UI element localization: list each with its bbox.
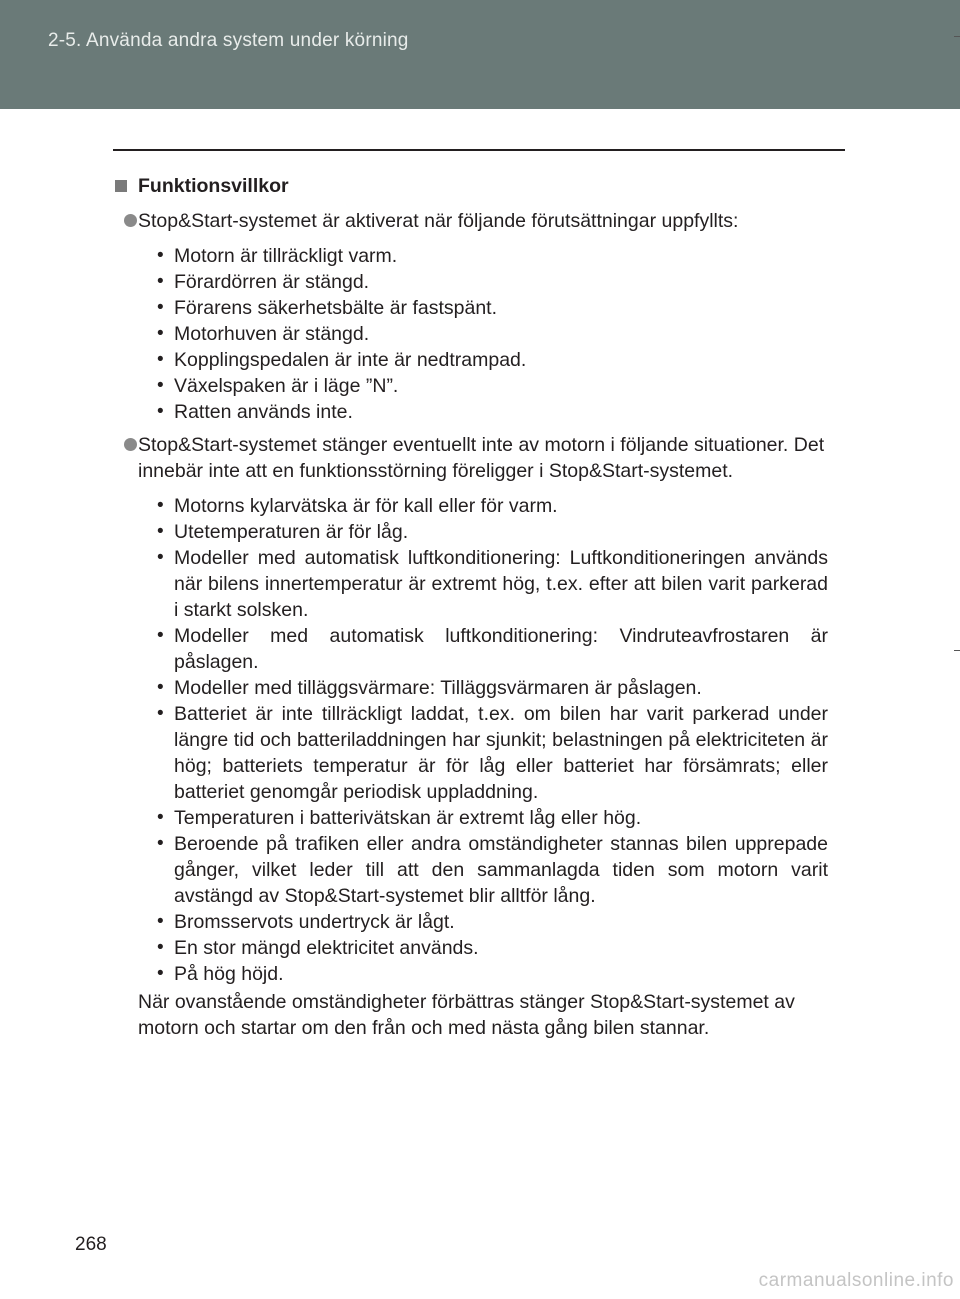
- list-item: [113, 347, 828, 373]
- condition-block: [113, 208, 828, 425]
- condition-items: [113, 208, 828, 987]
- circle-bullet-icon: [124, 214, 137, 227]
- list-item-text: Motorn är tillräckligt varm.: [174, 245, 398, 267]
- list-item: [113, 805, 828, 831]
- chapter-header-band: [0, 0, 960, 109]
- circle-bullet-text: Stop&Start-systemet stänger eventuellt inte av motorn i följande situationer. Det innebär inte att en funktionsstörning föreligger i Stop&Start-systemet.: [138, 434, 825, 482]
- header-divider: [113, 149, 845, 151]
- list-item-text: Bromsservots undertryck är lågt.: [174, 911, 455, 933]
- list-item: [113, 269, 828, 295]
- list-item: [113, 295, 828, 321]
- list-item: [113, 701, 828, 805]
- list-item-text: Batteriet är inte tillräckligt laddat, t.ex. om bilen har varit parkerad under längre tid och batteriladdningen har sjunkit; belastningen på elektriciteten är hög; batteriets temperatur är för låg eller batteriet har försämrats; eller batteriet genomgår periodisk uppladdning.: [174, 703, 828, 803]
- bullet-dot-icon: •: [157, 963, 164, 984]
- list-item-text: Växelspaken är i läge ”N”.: [174, 375, 399, 397]
- bullet-list: [113, 243, 828, 425]
- list-item-text: Förardörren är stängd.: [174, 271, 370, 293]
- page-number: 268: [75, 1234, 107, 1255]
- list-item-text: Modeller med automatisk luftkonditionering: Vindruteavfrostaren är påslagen.: [174, 625, 828, 673]
- list-item: [113, 935, 828, 961]
- list-item-text: Modeller med tilläggsvärmare: Tilläggsvärmaren är påslagen.: [174, 677, 702, 699]
- bullet-dot-icon: •: [157, 323, 164, 344]
- bullet-dot-icon: •: [157, 547, 164, 568]
- list-item: [113, 493, 828, 519]
- list-item-text: Förarens säkerhetsbälte är fastspänt.: [174, 297, 497, 319]
- list-item-text: På hög höjd.: [174, 963, 284, 985]
- list-item-text: Kopplingspedalen är inte är nedtrampad.: [174, 349, 527, 371]
- circle-bullet-item: [113, 432, 828, 484]
- list-item-text: Modeller med automatisk luftkonditionering: Luftkonditioneringen används när bilens innertemperatur är extremt hög, t.ex. efter att bilen varit parkerad i starkt solsken.: [174, 547, 828, 621]
- bullet-dot-icon: •: [157, 349, 164, 370]
- list-item: [113, 519, 828, 545]
- bullet-dot-icon: •: [157, 271, 164, 292]
- bullet-dot-icon: •: [157, 521, 164, 542]
- list-item-text: Motorhuven är stängd.: [174, 323, 370, 345]
- heading-text: Funktionsvillkor: [138, 175, 289, 197]
- list-item: [113, 831, 828, 909]
- crop-mark-middle: [954, 650, 960, 651]
- bullet-dot-icon: •: [157, 937, 164, 958]
- bullet-dot-icon: •: [157, 245, 164, 266]
- bullet-dot-icon: •: [157, 833, 164, 854]
- bullet-dot-icon: •: [157, 401, 164, 422]
- list-item: [113, 909, 828, 935]
- bullet-dot-icon: •: [157, 625, 164, 646]
- bullet-list: [113, 493, 828, 987]
- bullet-dot-icon: •: [157, 375, 164, 396]
- list-item: [113, 961, 828, 987]
- circle-bullet-item: [113, 208, 828, 234]
- list-item: [113, 373, 828, 399]
- crop-mark-top: [954, 36, 960, 37]
- square-bullet-icon: [115, 180, 127, 192]
- bullet-dot-icon: •: [157, 677, 164, 698]
- circle-bullet-text: Stop&Start-systemet är aktiverat när följande förutsättningar uppfyllts:: [138, 210, 739, 232]
- bullet-dot-icon: •: [157, 495, 164, 516]
- list-item-text: Beroende på trafiken eller andra omständigheter stannas bilen upprepade gånger, vilket leder till att den sammanlagda tiden som motorn varit avstängd av Stop&Start-systemet blir alltför lång.: [174, 833, 828, 907]
- bullet-dot-icon: •: [157, 297, 164, 318]
- list-item: [113, 545, 828, 623]
- list-item: [113, 399, 828, 425]
- condition-block: [113, 432, 828, 987]
- list-item-text: En stor mängd elektricitet används.: [174, 937, 479, 959]
- list-item-text: Motorns kylarvätska är för kall eller för varm.: [174, 495, 558, 517]
- list-item-text: Ratten används inte.: [174, 401, 353, 423]
- bullet-dot-icon: •: [157, 703, 164, 724]
- list-item-text: Temperaturen i batterivätskan är extremt låg eller hög.: [174, 807, 642, 829]
- list-item: [113, 623, 828, 675]
- section-title: 2-5. Använda andra system under körning: [48, 30, 409, 51]
- bullet-dot-icon: •: [157, 911, 164, 932]
- list-item: [113, 243, 828, 269]
- closing-paragraph: När ovanstående omständigheter förbättras stänger Stop&Start-systemet av motorn och startar om den från och med nästa gång bilen stannar.: [138, 991, 795, 1039]
- circle-bullet-icon: [124, 438, 137, 451]
- list-item-text: Utetemperaturen är för låg.: [174, 521, 409, 543]
- list-item: [113, 321, 828, 347]
- watermark-text: carmanualsonline.info: [758, 1270, 954, 1291]
- list-item: [113, 675, 828, 701]
- bullet-dot-icon: •: [157, 807, 164, 828]
- section-heading: [113, 173, 828, 199]
- main-content: [113, 173, 828, 1041]
